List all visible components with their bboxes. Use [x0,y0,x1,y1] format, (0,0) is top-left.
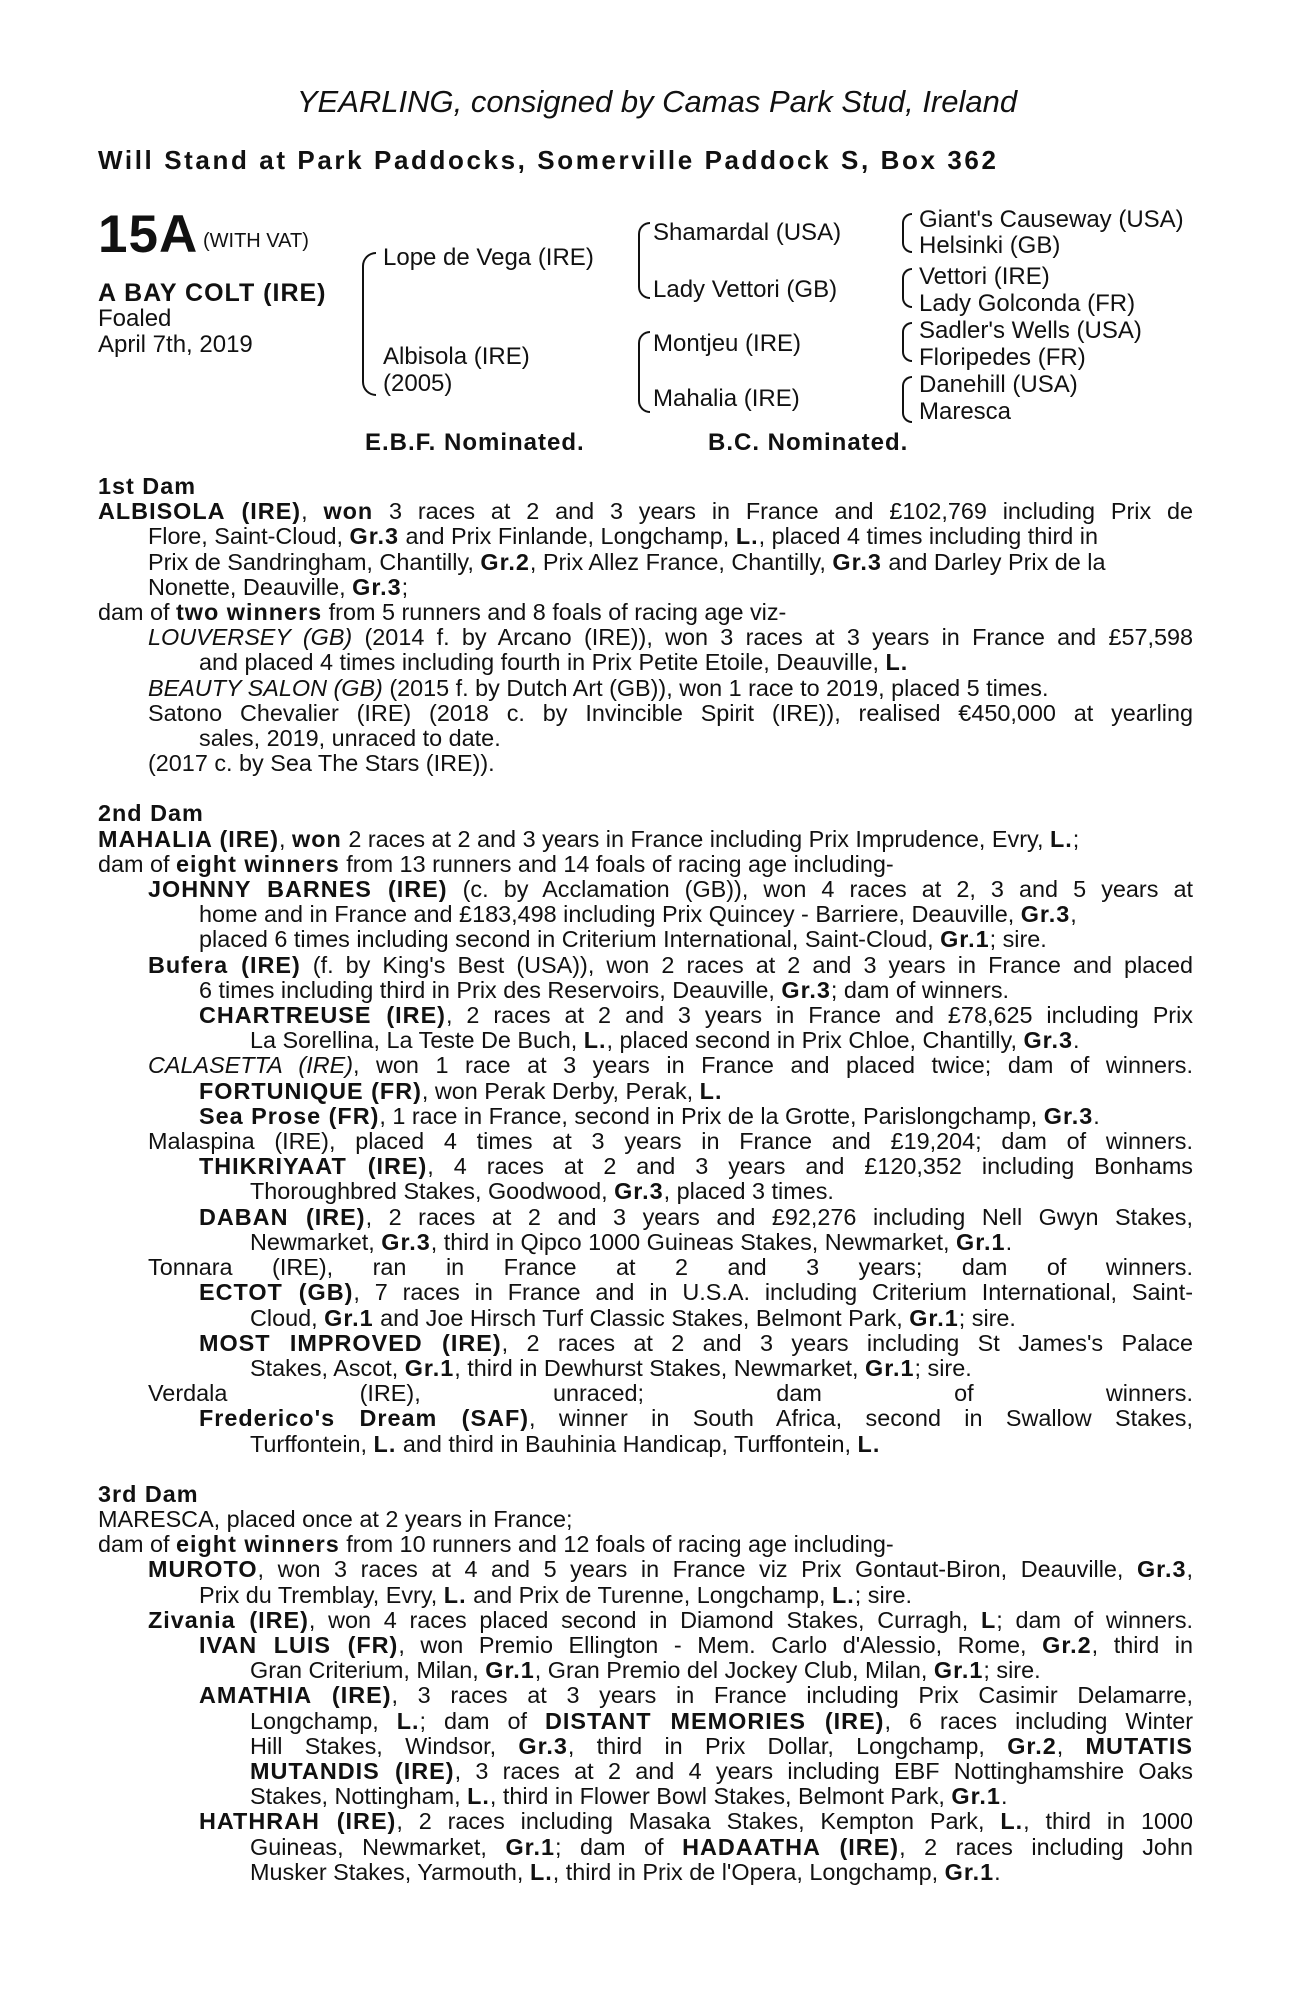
brace-gg1 [902,213,912,253]
catalogue-line: CHARTREUSE (IRE), 2 races at 2 and 3 years in France and £78,625 including Prix [199,1002,1193,1029]
catalogue-line: ECTOT (GB), 7 races in France and in U.S.A. including Criterium International, Saint- [199,1279,1193,1306]
catalogue-line: dam of two winners from 5 runners and 8 foals of racing age viz- [98,599,787,626]
ggp-6: Floripedes (FR) [919,344,1086,371]
ggp-4: Lady Golconda (FR) [919,290,1136,317]
catalogue-line: Tonnara (IRE), ran in France at 2 and 3 years; dam of winners. [148,1254,1193,1281]
catalogue-line: Stakes, Nottingham, L., third in Flower Bowl Stakes, Belmont Park, Gr.1. [250,1783,1008,1810]
catalogue-line: Prix de Sandringham, Chantilly, Gr.2, Prix Allez France, Chantilly, Gr.3 and Darley Prix de la [148,548,1106,575]
catalogue-line: 6 times including third in Prix des Reservoirs, Deauville, Gr.3; dam of winners. [199,976,1010,1003]
ggp-1: Giant's Causeway (USA) [919,206,1184,233]
catalogue-line: HATHRAH (IRE), 2 races including Masaka Stakes, Kempton Park, L., third in 1000 [199,1808,1193,1835]
catalogue-line: Guineas, Newmarket, Gr.1; dam of HADAATHA (IRE), 2 races including John [250,1833,1193,1860]
horse-description: A BAY COLT (IRE) [98,279,327,307]
catalogue-line: ALBISOLA (IRE), won 3 races at 2 and 3 years in France and £102,769 including Prix de [98,498,1194,525]
catalogue-line: IVAN LUIS (FR), won Premio Ellington - Mem. Carlo d'Alessio, Rome, Gr.2, third in [199,1631,1193,1658]
catalogue-line: Turffontein, L. and third in Bauhinia Handicap, Turffontein, L. [250,1430,881,1457]
ebf-nomination: E.B.F. Nominated. [365,429,585,456]
catalogue-line: LOUVERSEY (GB) (2014 f. by Arcano (IRE)), won 3 races at 3 years in France and £57,598 [148,624,1193,651]
brace-dam-line [638,331,650,413]
catalogue-line: JOHNNY BARNES (IRE) (c. by Acclamation (GB)), won 4 races at 2, 3 and 5 years at [148,876,1193,903]
brace-gg4 [902,376,912,423]
catalogue-line: Zivania (IRE), won 4 races placed second in Diamond Stakes, Curragh, L; dam of winners. [148,1606,1194,1633]
stand-location: Will Stand at Park Paddocks, Somerville Paddock S, Box 362 [98,145,999,175]
catalogue-line: Newmarket, Gr.3, third in Qipco 1000 Guineas Stakes, Newmarket, Gr.1. [250,1228,1013,1255]
catalogue-line: Thoroughbred Stakes, Goodwood, Gr.3, placed 3 times. [250,1178,834,1205]
brace-gg3 [902,322,912,362]
dam-year: (2005) [383,370,453,397]
granddam-maternal: Mahalia (IRE) [653,385,800,412]
section-heading: 3rd Dam [98,1480,199,1507]
lot-vat-note: (WITH VAT) [203,230,309,252]
catalogue-body [0,474,1314,1885]
catalogue-line: FORTUNIQUE (FR), won Perak Derby, Perak, L. [199,1077,723,1104]
spacer [0,776,1314,801]
catalogue-line: Stakes, Ascot, Gr.1, third in Dewhurst Stakes, Newmarket, Gr.1; sire. [250,1354,972,1381]
foaled-label: Foaled [98,305,172,332]
brace-parents [362,252,376,396]
bc-nomination: B.C. Nominated. [708,429,909,456]
catalogue-line: Nonette, Deauville, Gr.3; [148,573,409,600]
ggp-7: Danehill (USA) [919,371,1078,398]
catalogue-line: MUTANDIS (IRE), 3 races at 2 and 4 years including EBF Nottinghamshire Oaks [250,1757,1193,1784]
ggp-5: Sadler's Wells (USA) [919,317,1142,344]
ggp-3: Vettori (IRE) [919,263,1050,290]
catalogue-line: Sea Prose (FR), 1 race in France, second in Prix de la Grotte, Parislongchamp, Gr.3. [199,1102,1100,1129]
brace-gg2 [902,268,912,308]
catalogue-line: sales, 2019, unraced to date. [199,725,501,752]
foaled-date: April 7th, 2019 [98,331,253,358]
section-heading: 1st Dam [98,473,197,499]
catalogue-line: Musker Stakes, Yarmouth, L., third in Prix de l'Opera, Longchamp, Gr.1. [250,1858,1001,1885]
catalogue-line: Malaspina (IRE), placed 4 times at 3 years in France and £19,204; dam of winners. [148,1128,1193,1155]
catalogue-line: BEAUTY SALON (GB) (2015 f. by Dutch Art (GB)), won 1 race to 2019, placed 5 times. [148,674,1049,701]
catalogue-line: Bufera (IRE) (f. by King's Best (USA)), won 2 races at 2 and 3 years in France and placed [148,951,1193,978]
grandsire-maternal: Montjeu (IRE) [653,330,802,357]
brace-sire-line [638,222,650,299]
grandsire-paternal: Shamardal (USA) [653,219,842,246]
catalogue-line: MAHALIA (IRE), won 2 races at 2 and 3 years in France including Prix Imprudence, Evry, L.; [98,825,1080,852]
catalogue-line: Verdala (IRE), unraced; dam of winners. [148,1380,1193,1407]
sire-name: Lope de Vega (IRE) [383,244,594,271]
catalogue-line: Gran Criterium, Milan, Gr.1, Gran Premio del Jockey Club, Milan, Gr.1; sire. [250,1657,1041,1684]
catalogue-line: Hill Stakes, Windsor, Gr.3, third in Prix Dollar, Longchamp, Gr.2, MUTATIS [250,1732,1193,1759]
catalogue-line: Frederico's Dream (SAF), winner in South Africa, second in Swallow Stakes, [199,1405,1194,1432]
catalogue-line: Prix du Tremblay, Evry, L. and Prix de Turenne, Longchamp, L.; sire. [199,1581,912,1608]
catalogue-line: Flore, Saint-Cloud, Gr.3 and Prix Finlande, Longchamp, L., placed 4 times including third in [148,523,1098,550]
catalogue-line: Satono Chevalier (IRE) (2018 c. by Invincible Spirit (IRE)), realised €450,000 at yearling [148,699,1193,726]
catalogue-line: dam of eight winners from 13 runners and 14 foals of racing age including- [98,850,894,877]
ggp-2: Helsinki (GB) [919,232,1061,259]
catalogue-line: MARESCA, placed once at 2 years in France; [98,1505,573,1532]
catalogue-line: MOST IMPROVED (IRE), 2 races at 2 and 3 years including St James's Palace [199,1329,1193,1356]
catalogue-line: MUROTO, won 3 races at 4 and 5 years in France viz Prix Gontaut-Biron, Deauville, Gr.3, [148,1556,1193,1583]
dam-name: Albisola (IRE) [383,343,530,370]
section-heading: 2nd Dam [98,800,204,827]
ggp-8: Maresca [919,398,1012,425]
catalogue-line: AMATHIA (IRE), 3 races at 3 years in France including Prix Casimir Delamarre, [199,1682,1194,1709]
catalogue-line: and placed 4 times including fourth in Prix Petite Etoile, Deauville, L. [199,649,909,676]
consignor-line: YEARLING, consigned by Camas Park Stud, Ireland [296,84,1018,119]
catalogue-line: Cloud, Gr.1 and Joe Hirsch Turf Classic Stakes, Belmont Park, Gr.1; sire. [250,1304,1016,1331]
catalogue-line: (2017 c. by Sea The Stars (IRE)). [148,750,495,777]
catalogue-line: placed 6 times including second in Criterium International, Saint-Cloud, Gr.1; sire. [199,926,1047,953]
catalogue-line: THIKRIYAAT (IRE), 4 races at 2 and 3 years and £120,352 including Bonhams [199,1153,1193,1180]
spacer [0,1457,1314,1482]
catalogue-line: Longchamp, L.; dam of DISTANT MEMORIES (IRE), 6 races including Winter [250,1707,1193,1734]
catalogue-line: La Sorellina, La Teste De Buch, L., placed second in Prix Chloe, Chantilly, Gr.3. [250,1027,1080,1054]
catalogue-line: home and in France and £183,498 including Prix Quincey - Barriere, Deauville, Gr.3, [199,901,1077,928]
granddam-paternal: Lady Vettori (GB) [653,276,838,303]
catalogue-line: CALASETTA (IRE), won 1 race at 3 years in France and placed twice; dam of winners. [148,1052,1193,1079]
lot-number: 15A [98,205,199,264]
catalogue-line: DABAN (IRE), 2 races at 2 and 3 years and £92,276 including Nell Gwyn Stakes, [199,1203,1194,1230]
catalogue-line: dam of eight winners from 10 runners and 12 foals of racing age including- [98,1531,894,1558]
